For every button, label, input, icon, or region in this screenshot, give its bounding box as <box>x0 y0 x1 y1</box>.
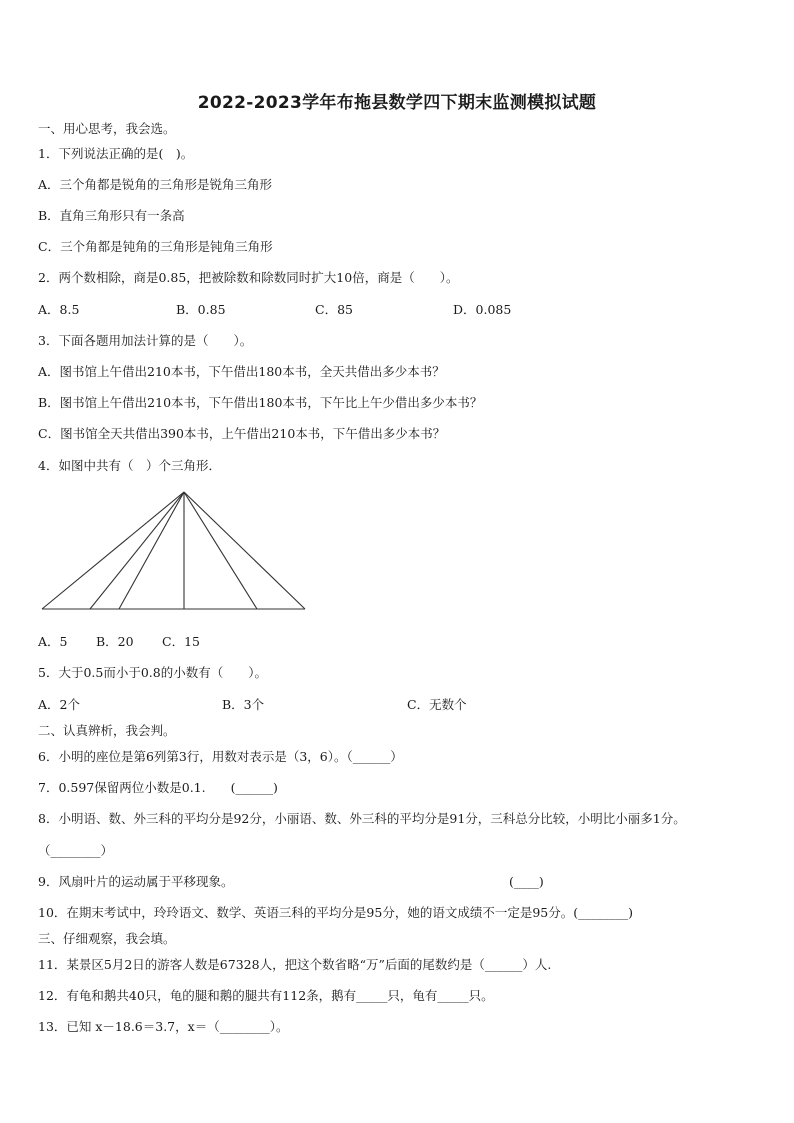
question-2-option-a: A．8.5 <box>38 302 80 317</box>
section-heading-1: 一、用心思考，我会选。 <box>38 121 176 136</box>
question-11: 11．某景区5月2日的游客人数是67328人，把这个数省略“万”后面的尾数约是（______）人. <box>38 957 552 972</box>
question-5-stem: 5．大于0.5而小于0.8的小数有（ ）。 <box>38 665 267 680</box>
question-1-option-a: A．三个角都是锐角的三角形是锐角三角形 <box>38 177 273 192</box>
question-6: 6．小明的座位是第6列第3行，用数对表示是（3，6）。（______） <box>38 749 403 764</box>
triangle-figure <box>38 488 310 614</box>
question-4-option-c: C．15 <box>162 634 200 649</box>
section-heading-3: 三、仔细观察，我会填。 <box>38 931 176 946</box>
figure-inner-line-1 <box>90 492 184 609</box>
question-4-stem: 4．如图中共有（ ）个三角形． <box>38 458 221 473</box>
question-12: 12．有龟和鹅共40只，龟的腿和鹅的腿共有112条，鹅有_____只，龟有_____只。 <box>38 988 494 1003</box>
question-5-option-b: B．3个 <box>222 697 265 712</box>
question-5-option-c: C．无数个 <box>407 697 467 712</box>
figure-right-side <box>184 492 305 609</box>
question-3-option-a: A．图书馆上午借出210本书，下午借出180本书，全天共借出多少本书？ <box>38 364 445 379</box>
question-7: 7．0.597保留两位小数是0.1. (______) <box>38 780 278 795</box>
question-13: 13．已知 x－18.6＝3.7，x＝（________）。 <box>38 1019 289 1034</box>
question-3-option-c: C．图书馆全天共借出390本书，上午借出210本书，下午借出多少本书？ <box>38 426 446 441</box>
question-8-blank[interactable]: （________） <box>38 843 114 858</box>
question-1-option-c: C．三个角都是钝角的三角形是钝角三角形 <box>38 239 273 254</box>
section-heading-2: 二、认真辨析，我会判。 <box>38 723 176 738</box>
question-10: 10．在期末考试中，玲玲语文、数学、英语三科的平均分是95分，她的语文成绩不一定是95分。(________) <box>38 905 633 920</box>
question-1-stem: 1．下列说法正确的是( )。 <box>38 146 194 161</box>
question-2-option-b: B．0.85 <box>176 302 226 317</box>
figure-inner-line-4 <box>184 492 257 609</box>
question-4-option-b: B．20 <box>96 634 134 649</box>
question-2-option-c: C．85 <box>315 302 353 317</box>
question-1-option-b: B．直角三角形只有一条高 <box>38 208 185 223</box>
question-2-option-d: D．0.085 <box>453 302 512 317</box>
question-5-option-a: A．2个 <box>38 697 80 712</box>
question-9-stem: 9．风扇叶片的运动属于平移现象。 <box>38 874 234 889</box>
question-8-stem: 8．小明语、数、外三科的平均分是92分，小丽语、数、外三科的平均分是91分，三科总分比较，小明比小丽多1分。 <box>38 811 686 826</box>
question-3-option-b: B．图书馆上午借出210本书，下午借出180本书，下午比上午少借出多少本书？ <box>38 395 483 410</box>
question-9-blank[interactable]: (____) <box>509 874 544 889</box>
question-4-option-a: A．5 <box>38 634 68 649</box>
question-3-stem: 3．下面各题用加法计算的是（ ）。 <box>38 333 253 348</box>
figure-left-side <box>42 492 184 609</box>
page-title: 2022-2023学年布拖县数学四下期末监测模拟试题 <box>197 93 597 113</box>
figure-inner-line-2 <box>119 492 184 609</box>
question-2-stem: 2．两个数相除，商是0.85，把被除数和除数同时扩大10倍，商是（ ）。 <box>38 270 459 285</box>
